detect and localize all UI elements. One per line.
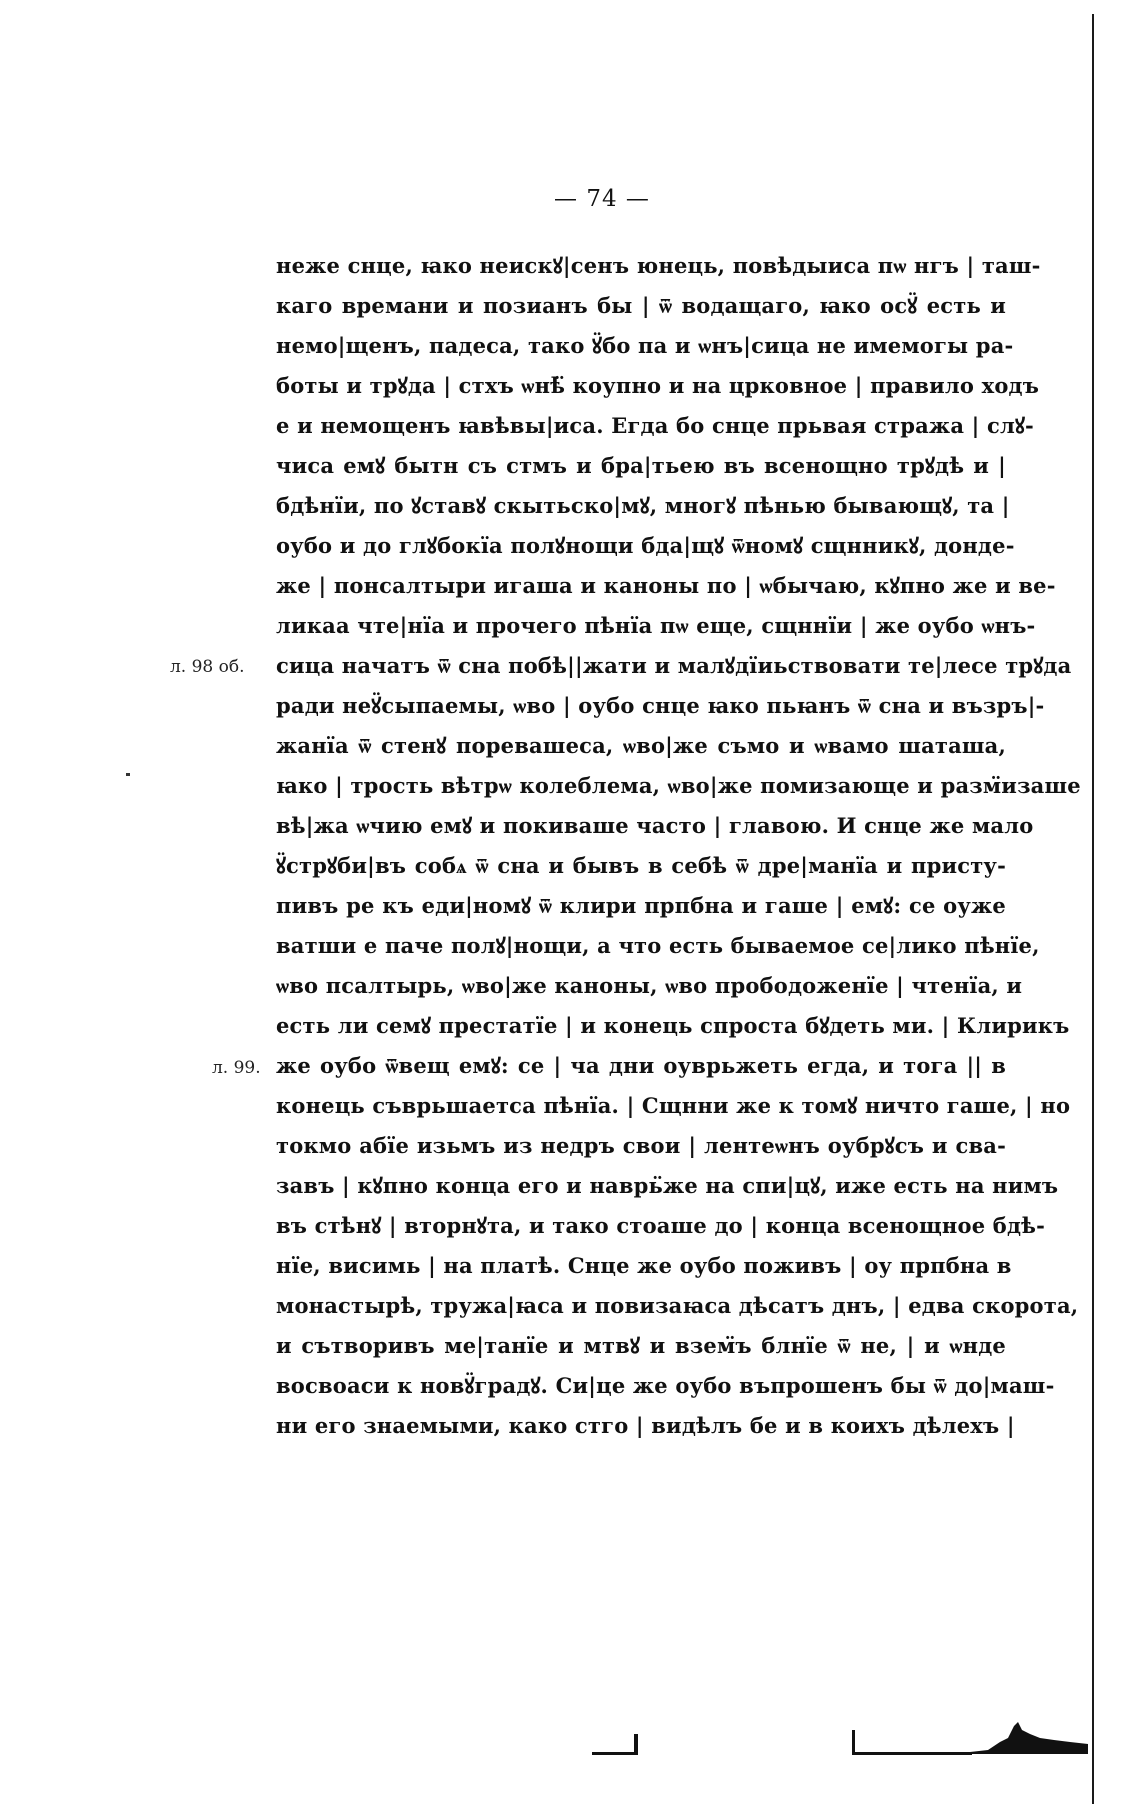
text-line: ликаа чте|нїа и прочего пѣнїа пѡ еще, сщннїи | же оубо ѡнъ- <box>276 613 1036 638</box>
text-line: ꙗко | трость вѣтрѡ колеблема, ѡво|же помизающе и разм̈изаше <box>276 773 1081 798</box>
text-line: неже снце, ꙗко неискꙋ|сенъ юнець, повѣдыиса пѡ нгъ | таш- <box>276 253 1041 278</box>
text-line: ватши е паче полꙋ|нощи, а что есть бываемое се|лико пѣнїе, <box>276 933 1040 958</box>
text-line: токмо абїе изьмъ из недръ свои | лентеѡнъ оубрꙋсъ и сва- <box>276 1133 1006 1158</box>
text-line: ѡво псалтырь, ѡво|же каноны, ѡво прободоженїе | чтенїа, и <box>276 973 1023 998</box>
text-line: каго времани и позианъ бы | ѿ водащаго, ꙗко осꙋ̈ есть и <box>276 293 1006 318</box>
text-line: пивъ ре къ еди|номꙋ ѿ клири прпбна и гаше | емꙋ: се оуже <box>276 893 1006 918</box>
print-edge-mark-right <box>970 1712 1090 1758</box>
page-edge-line <box>1092 14 1094 1804</box>
text-line: же оубо ѿвещ емꙋ: се | ча дни оуврьжеть егда, и тога || в <box>276 1053 1006 1078</box>
text-line: конець съврьшаетса пѣнїа. | Сщнни же к томꙋ ничто гаше, | но <box>276 1093 1071 1118</box>
text-line: е и немощенъ ꙗвѣвы|иса. Егда бо снце прьвая стража | слꙋ- <box>276 413 1034 438</box>
text-line: монастырѣ, тружа|ꙗса и повизаꙗса дѣсатъ днъ, | едва скорота, <box>276 1293 1079 1318</box>
print-speck <box>126 773 130 776</box>
text-line: жанїа ѿ стенꙋ поревашеса, ѡво|же съмо и ѡвамо шаташа, <box>276 733 1006 758</box>
text-line: въ стѣнꙋ | вторнꙋта, и тако стоаше до | конца всенощное бдѣ- <box>276 1213 1046 1238</box>
print-edge-mark-left <box>592 1746 638 1755</box>
text-line: и сътворивъ ме|танїе и мтвꙋ и взем̈ъ блнїе ѿ не, | и ѡнде <box>276 1333 1006 1358</box>
text-line: восвоаси к новꙋ̈градꙋ. Си|це же оубо въпрошенъ бы ѿ до|маш- <box>276 1373 1055 1398</box>
text-line: вѣ|жа ѡчию емꙋ и покиваше часто | главою. И снце же мало <box>276 813 1034 838</box>
page-number <box>0 186 1140 212</box>
text-line: завъ | кꙋпно конца его и наврь̈же на спи|цꙋ, иже есть на нимъ <box>276 1173 1059 1198</box>
text-line: нїе, висимь | на платѣ. Снце же оубо поживъ | оу прпбна в <box>276 1253 1012 1278</box>
margin-note-leaf-98-verso: л. 98 об. <box>170 657 245 677</box>
print-edge-mark-middle <box>852 1746 972 1755</box>
text-line: ни его знаемыми, како стго | видѣлъ бе и в коихъ дѣлехъ | <box>276 1413 1015 1438</box>
margin-note-leaf-99: л. 99. <box>212 1058 261 1078</box>
text-line: ꙋ̈стрꙋби|въ собѧ ѿ сна и бывъ в себѣ ѿ дре|манїа и присту- <box>276 853 1006 878</box>
text-line: же | понсалтыри игаша и каноны по | ѡбычаю, кꙋпно же и ве- <box>276 573 1056 598</box>
text-line: немо|щенъ, падеса, тако ꙋ̈бо па и ѡнъ|сица не имемогы ра- <box>276 333 1014 358</box>
text-line: сица начатъ ѿ сна побѣ||жати и малꙋдїиьствовати те|лесе трꙋда <box>276 653 1072 678</box>
text-line: чиса емꙋ бытн съ стмъ и бра|тьею въ всенощно трꙋдѣ и | <box>276 453 1006 478</box>
text-line: бдѣнїи, по ꙋставꙋ скытьско|мꙋ, мнoгꙋ пѣнью бывающꙋ, та | <box>276 493 1010 518</box>
body-text <box>276 246 1081 1446</box>
text-line: ради неꙋ̈сыпаемы, ѡво | оубо снце ꙗко пьꙗнъ ѿ сна и възръ|- <box>276 693 1045 718</box>
text-line: боты и трꙋда | стхъ ѡнѣ̈ коупно и на црковнoе | правило ходъ <box>276 373 1040 398</box>
text-line: есть ли семꙋ престатїе | и конець спроста бꙋдеть ми. | Клирикъ <box>276 1013 1070 1038</box>
text-line: оубо и до глꙋбокїа полꙋнощи бда|щꙋ ѿномꙋ сщнникꙋ, донде- <box>276 533 1015 558</box>
page-number-text: — 74 — <box>554 186 650 212</box>
